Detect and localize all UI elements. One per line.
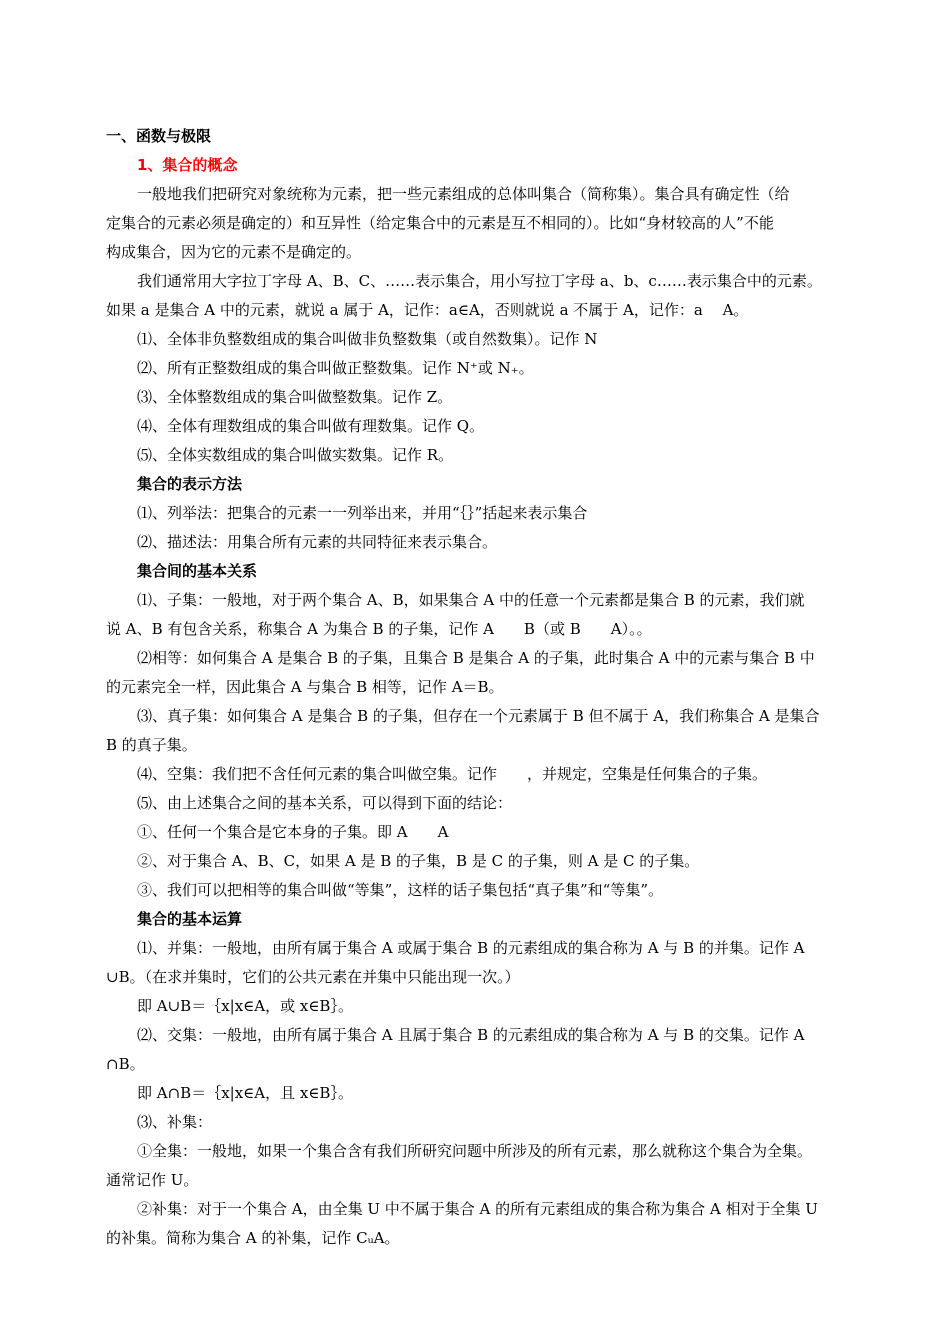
paragraph-line: ①、任何一个集合是它本身的子集。即 A A <box>137 823 449 841</box>
paragraph-line: ⑵、交集：一般地，由所有属于集合 A 且属于集合 B 的元素组成的集合称为 A 与 B 的交集。记作 A <box>137 1026 805 1044</box>
chapter-heading: 一、函数与极限 <box>106 127 212 145</box>
list-item: ⑴、全体非负整数组成的集合叫做非负整数集（或自然数集）。记作 N <box>137 330 598 348</box>
paragraph-line: ②、对于集合 A、B、C，如果 A 是 B 的子集，B 是 C 的子集，则 A 是 C 的子集。 <box>137 852 700 870</box>
paragraph-line: 构成集合，因为它的元素不是确定的。 <box>106 243 362 261</box>
paragraph-line: ⑸、由上述集合之间的基本关系，可以得到下面的结论： <box>137 794 513 812</box>
list-item: ⑶、全体整数组成的集合叫做整数集。记作 Z。 <box>137 388 453 406</box>
paragraph-line: ⑴、并集：一般地，由所有属于集合 A 或属于集合 B 的元素组成的集合称为 A 与 B 的并集。记作 A <box>137 939 805 957</box>
paragraph-line: 说 A、B 有包含关系，称集合 A 为集合 B 的子集，记作 A B（或 B A）。。 <box>106 620 652 638</box>
paragraph-line: 的补集。简称为集合 A 的补集，记作 CᵤA。 <box>106 1229 400 1247</box>
paragraph-line: ⑶、真子集：如何集合 A 是集合 B 的子集，但存在一个元素属于 B 但不属于 A，我们称集合 A 是集合 <box>137 707 820 725</box>
paragraph-line: 通常记作 U。 <box>106 1171 199 1189</box>
list-item: ⑷、全体有理数组成的集合叫做有理数集。记作 Q。 <box>137 417 485 435</box>
list-item: ⑵、所有正整数组成的集合叫做正整数集。记作 N⁺或 N₊。 <box>137 359 534 377</box>
subsection-heading: 集合的表示方法 <box>137 475 243 493</box>
section-heading: 1、集合的概念 <box>137 156 238 174</box>
paragraph-line: 一般地我们把研究对象统称为元素，把一些元素组成的总体叫集合（简称集）。集合具有确定性（给 <box>137 185 790 203</box>
subsection-heading: 集合的基本运算 <box>137 910 243 928</box>
paragraph-line: ②补集：对于一个集合 A，由全集 U 中不属于集合 A 的所有元素组成的集合称为集合 A 相对于全集 U <box>137 1200 818 1218</box>
paragraph-line: ⑷、空集：我们把不含任何元素的集合叫做空集。记作 ，并规定，空集是任何集合的子集。 <box>137 765 768 783</box>
paragraph-line: 的元素完全一样，因此集合 A 与集合 B 相等，记作 A＝B。 <box>106 678 504 696</box>
paragraph-line: ①全集：一般地，如果一个集合含有我们所研究问题中所涉及的所有元素，那么就称这个集合为全集。 <box>137 1142 813 1160</box>
paragraph-line: 定集合的元素必须是确定的）和互异性（给定集合中的元素是互不相同的）。比如“身材较高的人”不能 <box>106 214 774 232</box>
document-page <box>106 122 870 1253</box>
paragraph-line: ∩B。 <box>106 1055 145 1073</box>
paragraph-line: ∪B。（在求并集时，它们的公共元素在并集中只能出现一次。） <box>106 968 520 986</box>
paragraph-line: ⑵相等：如何集合 A 是集合 B 的子集，且集合 B 是集合 A 的子集，此时集合 A 中的元素与集合 B 中 <box>137 649 815 667</box>
list-item: ⑴、列举法：把集合的元素一一列举出来，并用“｛｝”括起来表示集合 <box>137 504 588 522</box>
list-item: ⑸、全体实数组成的集合叫做实数集。记作 R。 <box>137 446 454 464</box>
paragraph-line: 即 A∪B＝｛x|x∈A，或 x∈B｝。 <box>137 997 353 1015</box>
paragraph-line: ③、我们可以把相等的集合叫做“等集”，这样的话子集包括“真子集”和“等集”。 <box>137 881 664 899</box>
paragraph-line: ⑴、子集：一般地，对于两个集合 A、B，如果集合 A 中的任意一个元素都是集合 B 的元素，我们就 <box>137 591 805 609</box>
paragraph-line: ⑶、补集： <box>137 1113 213 1131</box>
paragraph-line: 即 A∩B＝｛x|x∈A，且 x∈B｝。 <box>137 1084 353 1102</box>
subsection-heading: 集合间的基本关系 <box>137 562 258 580</box>
paragraph-line: 如果 a 是集合 A 中的元素，就说 a 属于 A，记作：a∈A，否则就说 a 不属于 A，记作：a A。 <box>106 301 749 319</box>
paragraph-line: 我们通常用大字拉丁字母 A、B、C、……表示集合，用小写拉丁字母 a、b、c……表示集合中的元素。 <box>137 272 822 290</box>
operations-block <box>106 934 870 1253</box>
relations-block <box>106 586 870 905</box>
paragraph-line: B 的真子集。 <box>106 736 197 754</box>
list-item: ⑵、描述法：用集合所有元素的共同特征来表示集合。 <box>137 533 498 551</box>
